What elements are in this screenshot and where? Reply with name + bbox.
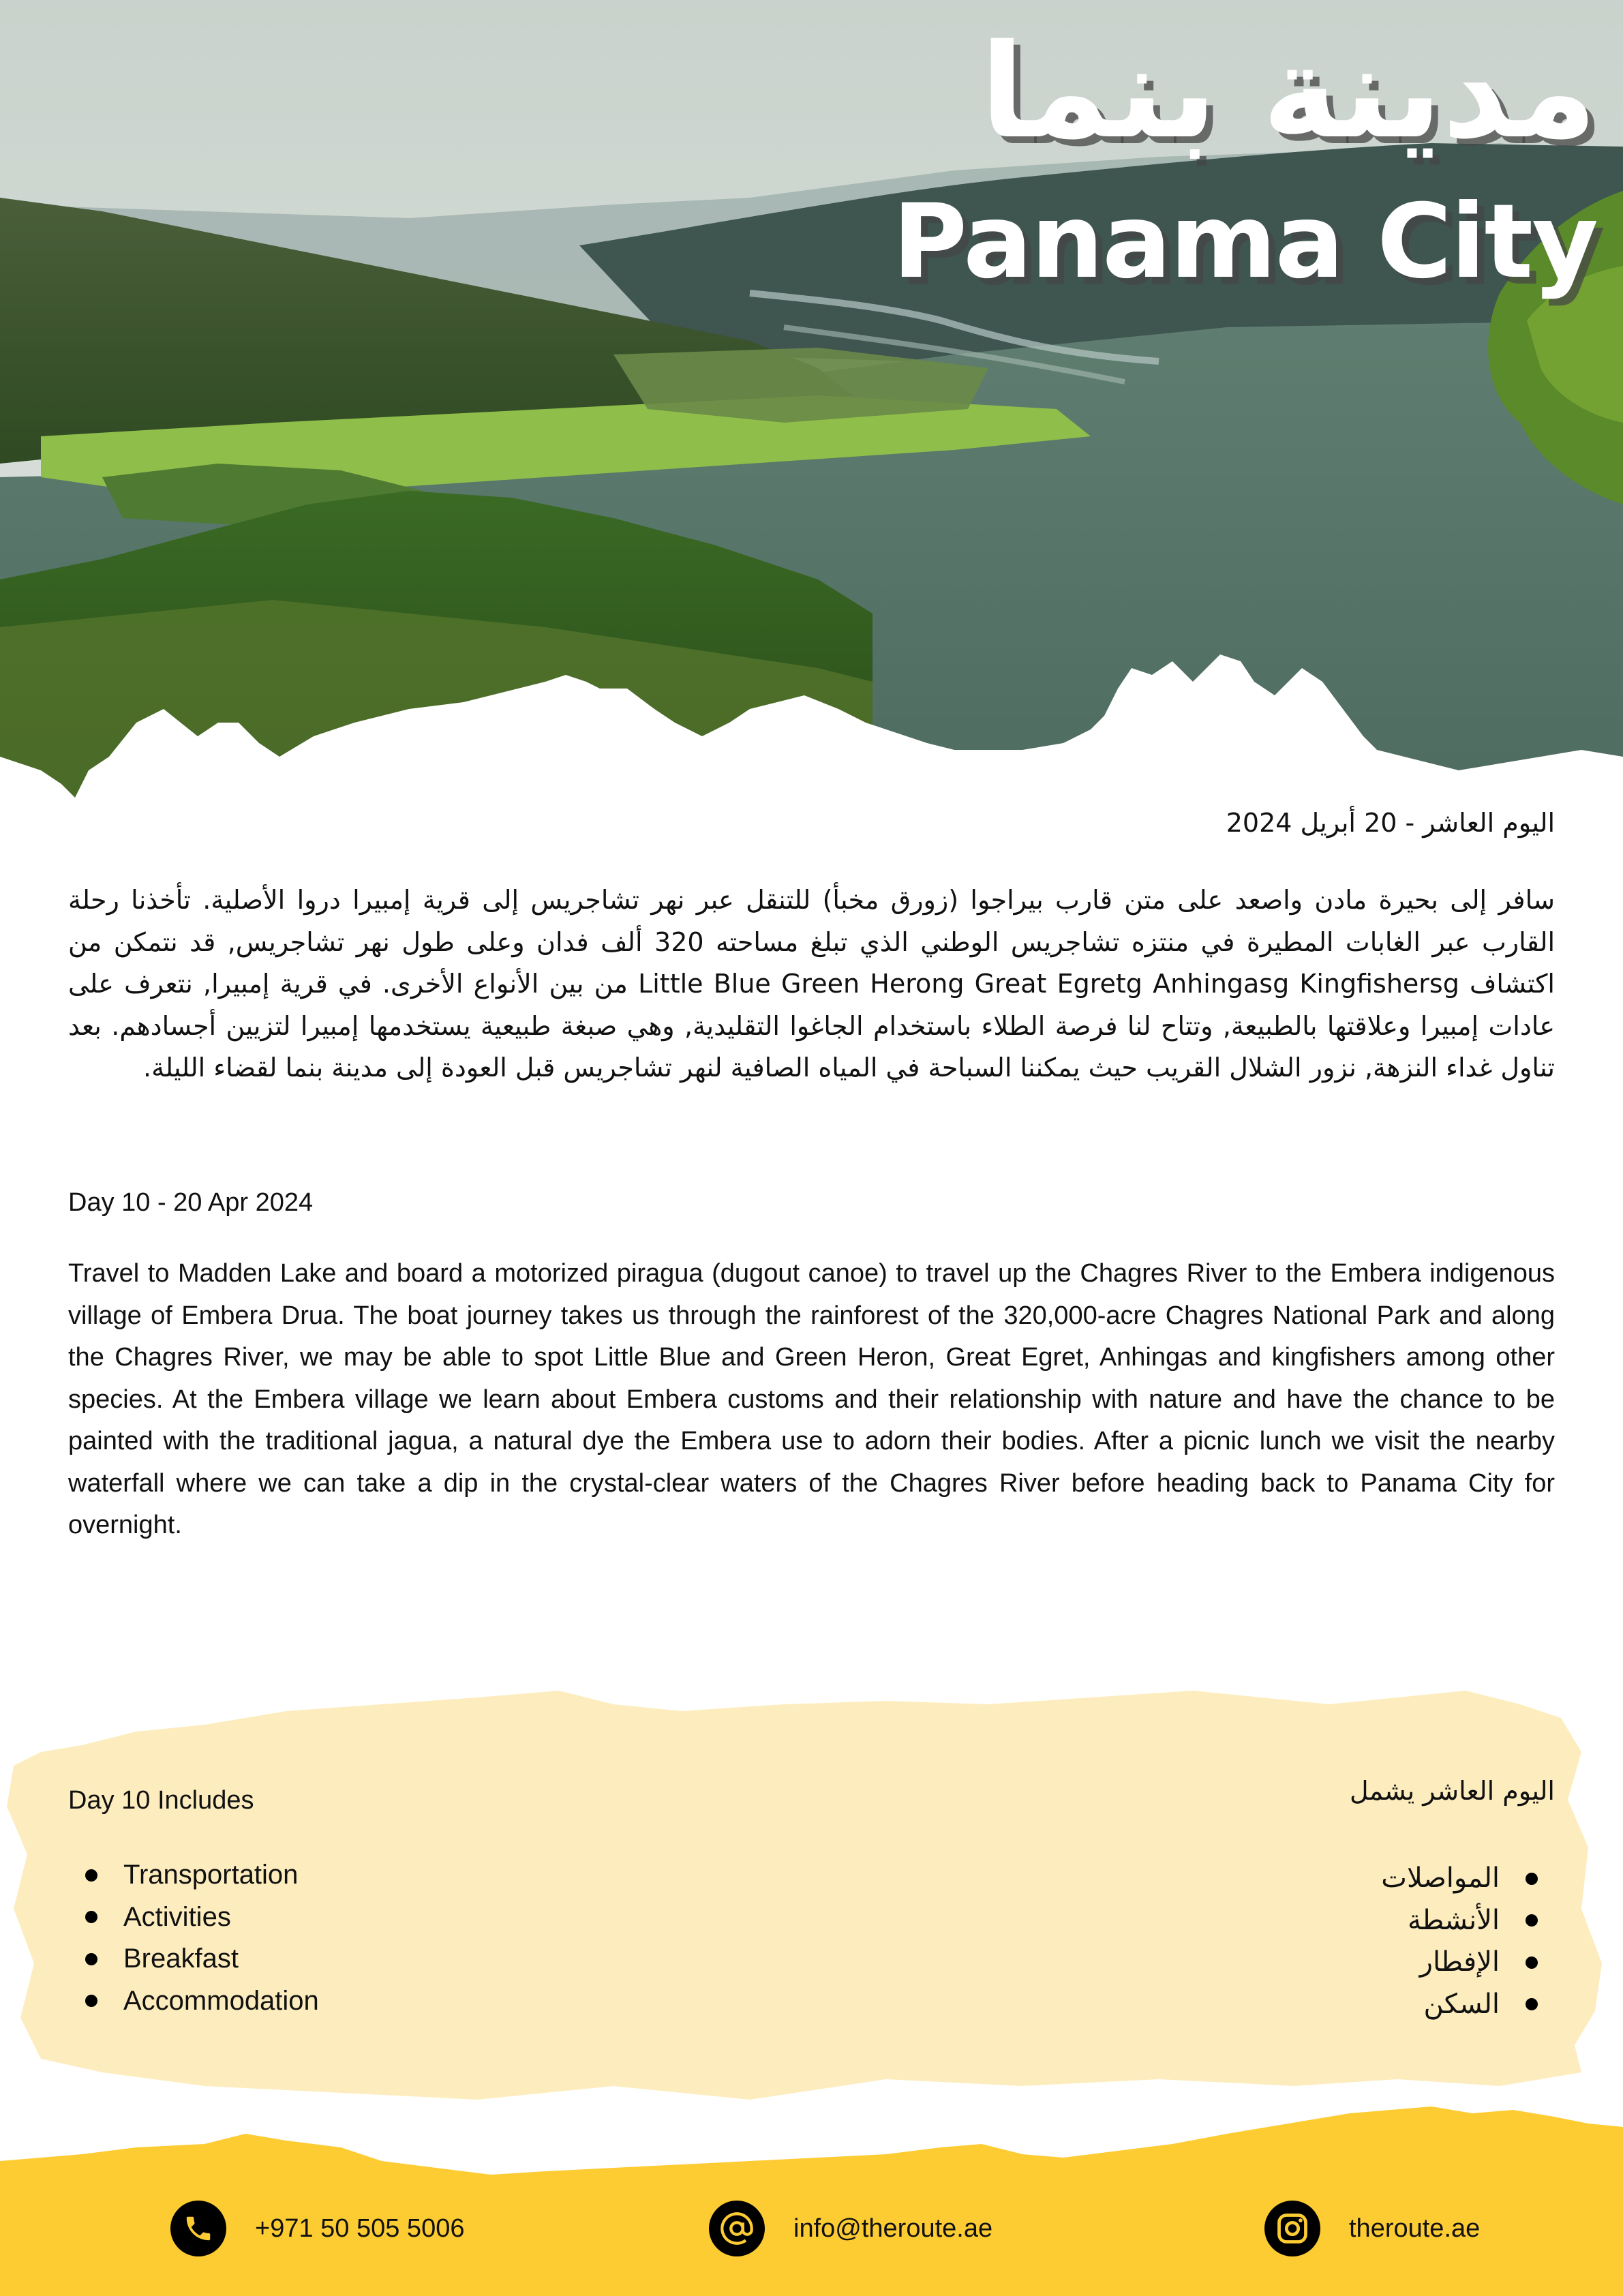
list-item: Transportation <box>85 1854 319 1897</box>
list-item: السكن <box>1381 1984 1538 2026</box>
instagram-icon <box>1264 2201 1320 2256</box>
list-item: الإفطار <box>1381 1942 1538 1984</box>
hero-title-english: Panama City <box>892 183 1597 301</box>
hero-image <box>0 0 1623 818</box>
website-handle: theroute.ae <box>1349 2214 1481 2243</box>
list-item: الأنشطة <box>1381 1900 1538 1942</box>
bullet-icon <box>85 1869 97 1882</box>
list-item: المواصلات <box>1381 1858 1538 1900</box>
bullet-icon <box>1526 1914 1538 1927</box>
contact-phone[interactable] <box>170 2201 464 2256</box>
email-address: info@theroute.ae <box>793 2214 993 2243</box>
list-item: Breakfast <box>85 1938 319 1980</box>
bullet-icon <box>1526 1957 1538 1969</box>
phone-number: +971 50 505 5006 <box>255 2214 465 2243</box>
bullet-icon <box>85 1911 97 1923</box>
bullet-icon <box>85 1995 97 2007</box>
includes-title-arabic: اليوم العاشر يشمل <box>1350 1776 1555 1806</box>
includes-list-english <box>85 1854 319 2022</box>
phone-icon <box>170 2201 226 2256</box>
includes-title-english: Day 10 Includes <box>68 1786 254 1815</box>
day-heading-arabic: اليوم العاشر - 20 أبريل 2024 <box>1226 808 1555 838</box>
bullet-icon <box>1526 1998 1538 2010</box>
bullet-icon <box>85 1953 97 1965</box>
contact-website[interactable] <box>1264 2201 1480 2256</box>
at-sign-icon <box>709 2201 765 2256</box>
day-heading-english: Day 10 - 20 Apr 2024 <box>68 1188 314 1217</box>
includes-list-arabic <box>1381 1858 1538 2025</box>
list-item: Accommodation <box>85 1980 319 2023</box>
hero-title-arabic: مدينة بنما <box>980 16 1597 167</box>
contact-email[interactable] <box>709 2201 992 2256</box>
day-description-arabic: سافر إلى بحيرة مادن واصعد على متن قارب بيراجوا (زورق مخبأ) للتنقل عبر نهر تشاجريس إلى قرية إمبيرا دروا الأصلية. تأخذنا رحلة القارب عبر الغابات المطيرة في منتزه تشاجريس الوطني الذي تبلغ مساحته 320 ألف فدان وعلى طول نهر تشاجريس, قد نتمكن من اكتشاف Little Blue Green Herong Great Egretg Anhingasg Kingfishersg من بين الأنواع الأخرى. في قرية إمبيرا, نتعرف على عادات إمبيرا وعلاقتها بالطبيعة, وتتاح لنا فرصة الطلاء باستخدام الجاغوا التقليدية, وهي صبغة طبيعية يستخدمها إمبيرا لتزيين أجسادهم. بعد تناول غداء النزهة, نزور الشلال القريب حيث يمكننا السباحة في المياه الصافية لنهر تشاجريس قبل العودة إلى مدينة بنما لقضاء الليلة. <box>68 885 1556 1083</box>
list-item: Activities <box>85 1897 319 1939</box>
day-description-english: Travel to Madden Lake and board a motorized piragua (dugout canoe) to travel up the Chagres River to the Embera indigenous village of Embera Drua. The boat journey takes us through the rainforest of the 320,000-acre Chagres National Park and along the Chagres River, we may be able to spot Little Blue and Green Heron, Great Egret, Anhingas and kingfishers among other species. At the Embera village we learn about Embera customs and their relationship with nature and have the chance to be painted with the traditional jagua, a natural dye the Embera use to adorn their bodies. After a picnic lunch we visit the nearby waterfall where we can take a dip in the crystal-clear waters of the Chagres River before heading back to Panama City for overnight. <box>68 1259 1555 1539</box>
bullet-icon <box>1526 1873 1538 1885</box>
